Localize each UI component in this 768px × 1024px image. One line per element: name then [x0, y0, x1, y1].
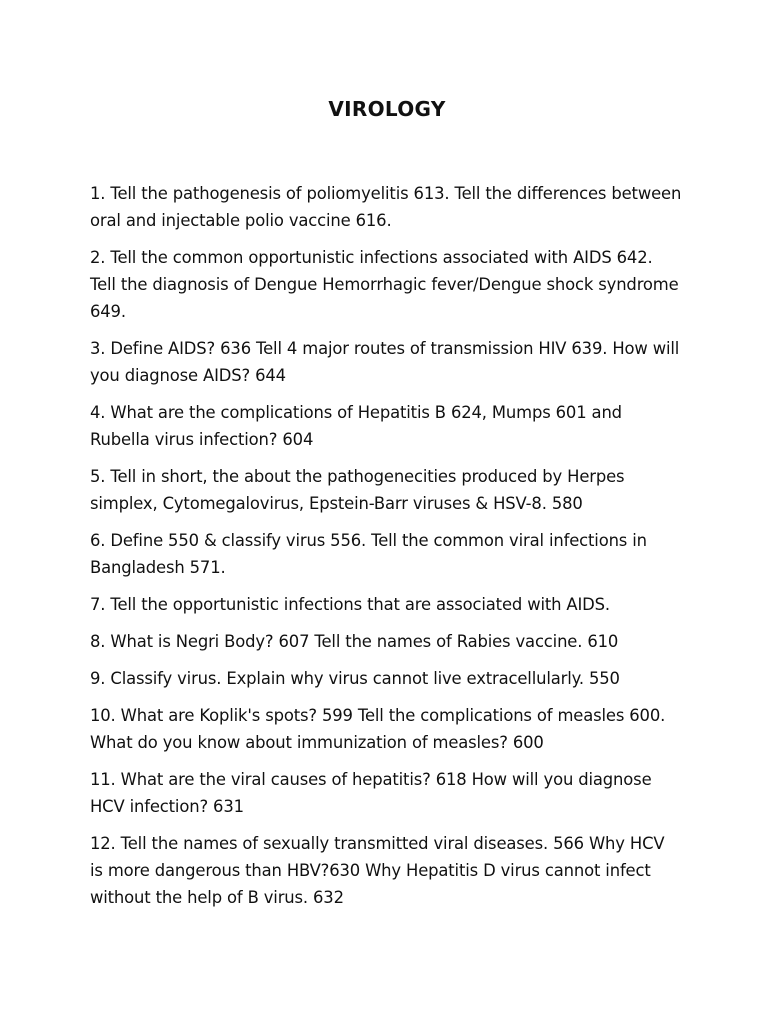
question-item: 3. Define AIDS? 636 Tell 4 major routes of transmission HIV 639. How will you diagnose AIDS? 644 — [90, 339, 680, 385]
question-item: 11. What are the viral causes of hepatitis? 618 How will you diagnose HCV infection? 631 — [90, 770, 652, 816]
question-item: 7. Tell the opportunistic infections that are associated with AIDS. — [90, 595, 610, 614]
question-item: 4. What are the complications of Hepatitis B 624, Mumps 601 and Rubella virus infection? 604 — [90, 403, 622, 449]
question-item: 10. What are Koplik's spots? 599 Tell the complications of measles 600. What do you know about immunization of measles? 600 — [90, 706, 666, 752]
document-title: VIROLOGY — [328, 97, 446, 121]
question-list — [90, 180, 682, 911]
question-item: 5. Tell in short, the about the pathogenecities produced by Herpes simplex, Cytomegalovirus, Epstein-Barr viruses & HSV-8. 580 — [90, 467, 625, 513]
question-item: 8. What is Negri Body? 607 Tell the names of Rabies vaccine. 610 — [90, 632, 619, 651]
question-item: 1. Tell the pathogenesis of poliomyelitis 613. Tell the differences between oral and injectable polio vaccine 616. — [90, 184, 682, 230]
question-item: 9. Classify virus. Explain why virus cannot live extracellularly. 550 — [90, 669, 620, 688]
question-item: 6. Define 550 & classify virus 556. Tell the common viral infections in Bangladesh 571. — [90, 531, 647, 577]
question-item: 2. Tell the common opportunistic infections associated with AIDS 642. Tell the diagnosis of Dengue Hemorrhagic fever/Dengue shock syndrome 649. — [90, 248, 679, 321]
question-item: 12. Tell the names of sexually transmitted viral diseases. 566 Why HCV is more dangerous than HBV?630 Why Hepatitis D virus cannot infect without the help of B virus. 632 — [90, 834, 665, 907]
